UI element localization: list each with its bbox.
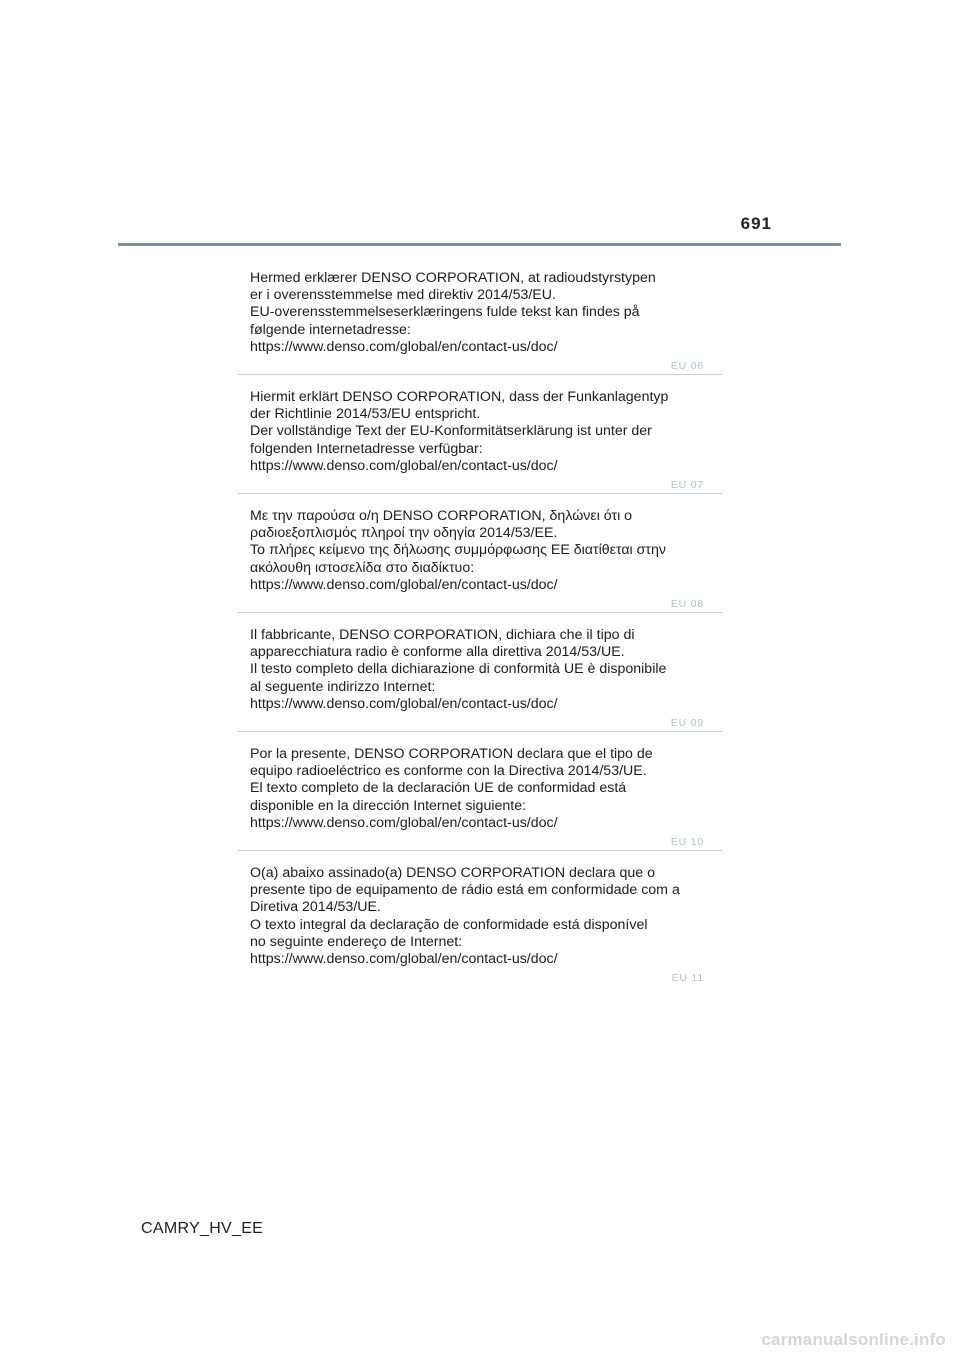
declaration-code: EU 08 (670, 598, 704, 611)
block-divider (238, 612, 722, 613)
declaration-code: EU 07 (670, 479, 704, 492)
document-id: CAMRY_HV_EE (141, 1220, 264, 1237)
declaration-text: Με την παρούσα ο/η DENSO CORPORATION, δηλώνει ότι ο ραδιοεξοπλισμός πληροί την οδηγία 2014/53/ΕΕ. Το πλήρες κείμενο της δήλωσης συμμόρφωσης ΕΕ διατίθεται στην ακόλουθη ιστοσελίδα στο διαδίκτυο: https://www.denso.com/global/en/contact-us/doc/ (250, 508, 666, 593)
declaration-text: Il fabbricante, DENSO CORPORATION, dichiara che il tipo di apparecchiatura radio è conforme alla direttiva 2014/53/UE. Il testo completo della dichiarazione di conformità UE è disponibile al seguente indirizzo Internet: https://www.denso.com/global/en/contact-us/doc/ (250, 627, 667, 712)
declaration-block-portuguese (238, 865, 722, 984)
declaration-block-german (238, 389, 722, 494)
declaration-code: EU 09 (670, 717, 704, 730)
watermark: carmanualsonline.info (761, 1330, 946, 1349)
declaration-text: O(a) abaixo assinado(a) DENSO CORPORATION declara que o presente tipo de equipamento de rádio está em conformidade com a Diretiva 2014/53/UE. O texto integral da declaração de conformidade está disponível no seguinte endereço de Internet: https://www.denso.com/global/en/contact-us/doc/ (250, 865, 680, 968)
declaration-block-danish (238, 270, 722, 375)
declaration-code: EU 06 (670, 360, 704, 373)
declaration-block-spanish (238, 746, 722, 851)
block-divider (238, 493, 722, 494)
declarations-section (238, 270, 722, 984)
declaration-text: Por la presente, DENSO CORPORATION declara que el tipo de equipo radioeléctrico es conforme con la Directiva 2014/53/UE. El texto completo de la declaración UE de conformidad está disponible en la dirección Internet siguiente: https://www.denso.com/global/en/contact-us/doc/ (250, 746, 653, 831)
declaration-block-greek (238, 508, 722, 613)
declaration-code: EU 11 (671, 972, 704, 985)
block-divider (238, 374, 722, 375)
declaration-text: Hiermit erklärt DENSO CORPORATION, dass der Funkanlagentyp der Richtlinie 2014/53/EU entspricht. Der vollständige Text der EU-Konformitätserklärung ist unter der folgenden Internetadresse verfügbar: https://www.denso.com/global/en/contact-us/doc/ (250, 389, 669, 474)
declaration-code: EU 10 (670, 836, 704, 849)
block-divider (238, 850, 722, 851)
page-number: 691 (740, 214, 772, 233)
declaration-block-italian (238, 627, 722, 732)
block-divider (238, 731, 722, 732)
header-divider (118, 243, 841, 246)
declaration-text: Hermed erklærer DENSO CORPORATION, at radioudstyrstypen er i overensstemmelse med direktiv 2014/53/EU. EU-overensstemmelseserklæringens fulde tekst kan findes på følgende internetadresse: https://www.denso.com/global/en/contact-us/doc/ (250, 270, 656, 355)
